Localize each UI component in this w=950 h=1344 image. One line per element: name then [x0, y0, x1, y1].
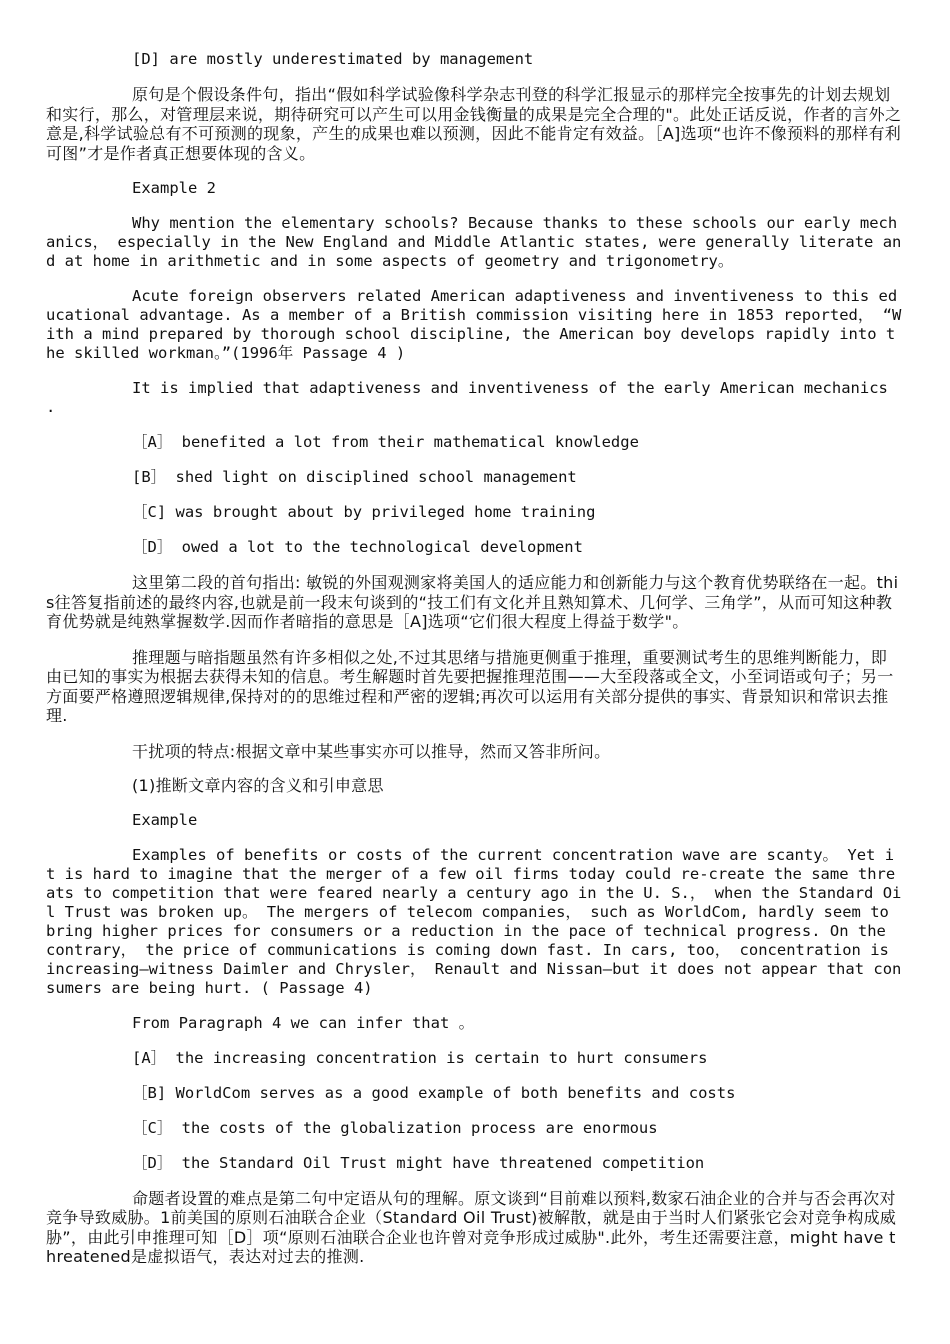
q2-option-b: [B］ shed light on disciplined school management: [132, 468, 577, 486]
analysis-paragraph-3: 命题者设置的难点是第二句中定语从句的理解。原文谈到“目前难以预料,数家石油企业的合并与否会再次对竞争导致威胁。1前美国的原则石油联合企业（Standard Oil Trust)被解散，就是由于当时人们紧张它会对竞争构成威胁”，由此引申推理可知［D］项“原则石油联合企业也许曾对竞争形成过威胁".此外，考生还需要注意，might have threatened是虚拟语气，表达对过去的推测.: [46, 1188, 897, 1266]
passage-3: Examples of benefits or costs of the current concentration wave are scanty。 Yet it is hard to imagine that the merger of a few oil firms today could re-create the same threats to competition that were feared nearly a century ago in the U. S.， when the Standard Oil Trust was broken up。 The mergers of telecom companies， such as WorldCom, hardly seem to bring higher prices for consumers or a reduction in the pace of technical progress. On the contrary， the price of communications is coming down fast. In cars, too， concentration is increasing—witness Daimler and Chrysler， Renault and Nissan—but it does not appear that consumers are being hurt. ( Passage 4): [46, 845, 902, 997]
analysis-paragraph-2: 这里第二段的首句指出: 敏锐的外国观测家将美国人的适应能力和创新能力与这个教育优势联络在一起。this往答复指前述的最终内容,也就是前一段末句谈到的“技工们有文化并且熟知算术、几何学、三角学”，从而可知这种教育优势就是纯熟掌握数学.因而作者暗指的意思是［A]选项“它们很大程度上得益于数学"。: [46, 573, 899, 631]
distractor-note: 干扰项的特点:根据文章中某些事实亦可以推导，然而又答非所问。: [132, 741, 611, 761]
q3-option-c: ［C］ the costs of the globalization process are enormous: [132, 1118, 658, 1137]
analysis-paragraph-1: 原句是个假设条件句，指出“假如科学试验像科学杂志刊登的科学汇报显示的那样完全按事先的计划去规划和实行，那么，对管理层来说，期待研究可以产生可以用金钱衡量的成果是完全合理的"。此处正话反说，作者的言外之意是,科学试验总有不可预测的现象，产生的成果也难以预测，因此不能肯定有效益。［A]选项“也许不像预料的那样有利可图”才是作者真正想要体现的含义。: [46, 85, 902, 163]
option-d-top: [D] are mostly underestimated by management: [132, 50, 534, 68]
document-page: [46, 50, 902, 1283]
q2-option-c: ［C] was brought about by privileged home training: [132, 503, 596, 521]
inference-intro-paragraph: 推理题与暗指题虽然有许多相似之处,不过其思绪与措施更侧重于推理，重要测试考生的思维判断能力，即由已知的事实为根据去获得未知的信息。考生解题时首先要把握推理范围——大至段落或全文，小至词语或句子；另一方面要严格遵照逻辑规律,保持对的的思维过程和严密的逻辑;再次可以运用有关部分提供的事实、背景知识和常识去推理.: [46, 647, 894, 725]
question-3: From Paragraph 4 we can infer that 。: [132, 1013, 475, 1032]
q3-option-d: ［D］ the Standard Oil Trust might have threatened competition: [132, 1153, 705, 1172]
example-3-label: Example: [132, 810, 198, 829]
q3-option-b: ［B] WorldCom serves as a good example of both benefits and costs: [132, 1083, 736, 1102]
example-2-label: Example 2: [132, 179, 216, 197]
passage-2-paragraph-1: Why mention the elementary schools? Because thanks to these schools our early mechanics， especially in the New England and Middle Atlantic states, were generally literate and at home in arithmetic and in some aspects of geometry and trigonometry。: [46, 214, 902, 270]
section-title: (1)推断文章内容的含义和引申意思: [132, 776, 384, 795]
q2-option-a: ［A］ benefited a lot from their mathematical knowledge: [132, 433, 639, 451]
q3-option-a: [A］ the increasing concentration is certain to hurt consumers: [132, 1048, 708, 1067]
question-2: It is implied that adaptiveness and inventiveness of the early American mechanics .: [46, 379, 888, 416]
passage-2-paragraph-2: Acute foreign observers related American adaptiveness and inventiveness to this educational advantage. As a member of a British commission visiting here in 1853 reported， “With a mind prepared by thorough school discipline, the American boy develops rapidly into the skilled workman。”(1996年 Passage 4 ): [46, 287, 902, 362]
q2-option-d: ［D］ owed a lot to the technological development: [132, 538, 583, 556]
